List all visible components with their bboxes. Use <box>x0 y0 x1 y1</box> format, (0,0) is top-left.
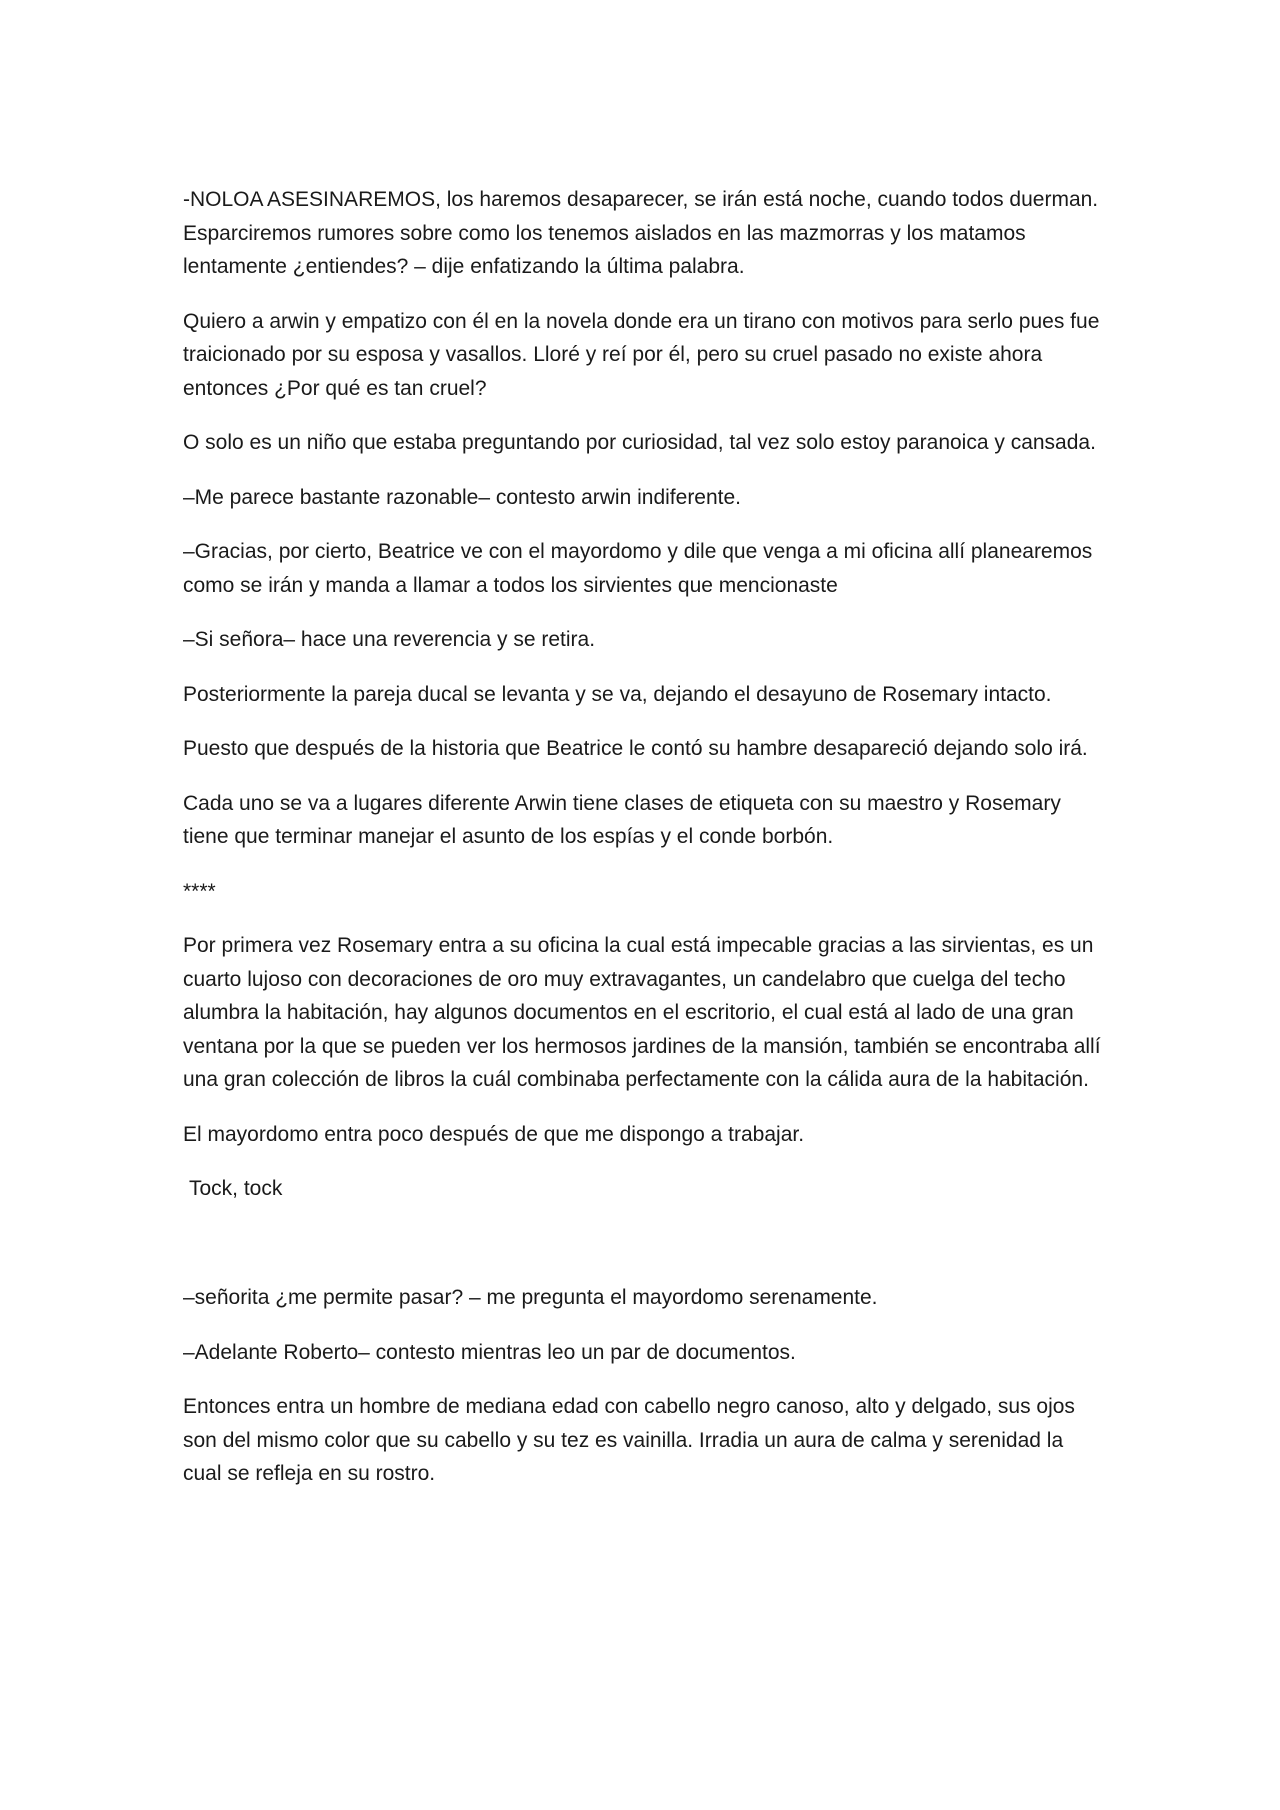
paragraph: Cada uno se va a lugares diferente Arwin tiene clases de etiqueta con su maestro y Rosemary tiene que terminar manejar el asunto de los espías y el conde borbón. <box>183 791 1061 848</box>
paragraph: Tock, tock <box>189 1177 283 1200</box>
scene-break: **** <box>183 879 216 903</box>
paragraph: –Adelante Roberto– contesto mientras leo un par de documentos. <box>183 1340 796 1364</box>
document-body <box>183 183 1105 1512</box>
blank-line <box>183 1227 1105 1261</box>
paragraph: –Gracias, por cierto, Beatrice ve con el mayordomo y dile que venga a mi oficina allí planearemos como se irán y manda a llamar a todos los sirvientes que mencionaste <box>183 540 1093 597</box>
paragraph: Puesto que después de la historia que Beatrice le contó su hambre desapareció dejando solo irá. <box>183 737 1088 760</box>
paragraph: El mayordomo entra poco después de que me dispongo a trabajar. <box>183 1122 805 1146</box>
paragraph: -NOLOA ASESINAREMOS, los haremos desaparecer, se irán está noche, cuando todos duerman. Esparciremos rumores sobre como los tenemos aislados en las mazmorras y los matamos lentamente ¿entiendes? – dije enfatizando la última palabra. <box>183 188 1099 278</box>
paragraph: –Si señora– hace una reverencia y se retira. <box>183 628 596 651</box>
paragraph: O solo es un niño que estaba preguntando por curiosidad, tal vez solo estoy paranoica y cansada. <box>183 431 1096 454</box>
paragraph: Posteriormente la pareja ducal se levanta y se va, dejando el desayuno de Rosemary intacto. <box>183 682 1052 706</box>
paragraph: Entonces entra un hombre de mediana edad con cabello negro canoso, alto y delgado, sus ojos son del mismo color que su cabello y su tez es vainilla. Irradia un aura de calma y serenidad la cual se refleja en su rostro. <box>183 1395 1075 1485</box>
paragraph: –señorita ¿me permite pasar? – me pregunta el mayordomo serenamente. <box>183 1286 878 1309</box>
paragraph: Quiero a arwin y empatizo con él en la novela donde era un tirano con motivos para serlo pues fue traicionado por su esposa y vasallos. Lloré y reí por él, pero su cruel pasado no existe ahora entonces ¿Por qué es tan cruel? <box>183 309 1100 400</box>
paragraph: –Me parece bastante razonable– contesto arwin indiferente. <box>183 485 742 509</box>
paragraph: Por primera vez Rosemary entra a su oficina la cual está impecable gracias a las sirvientas, es un cuarto lujoso con decoraciones de oro muy extravagantes, un candelabro que cuelga del techo alumbra la habitación, hay algunos documentos en el escritorio, el cual está al lado de una gran ventana por la que se pueden ver los hermosos jardines de la mansión, también se encontraba allí una gran colección de libros la cuál combinaba perfectamente con la cálida aura de la habitación. <box>183 934 1101 1091</box>
